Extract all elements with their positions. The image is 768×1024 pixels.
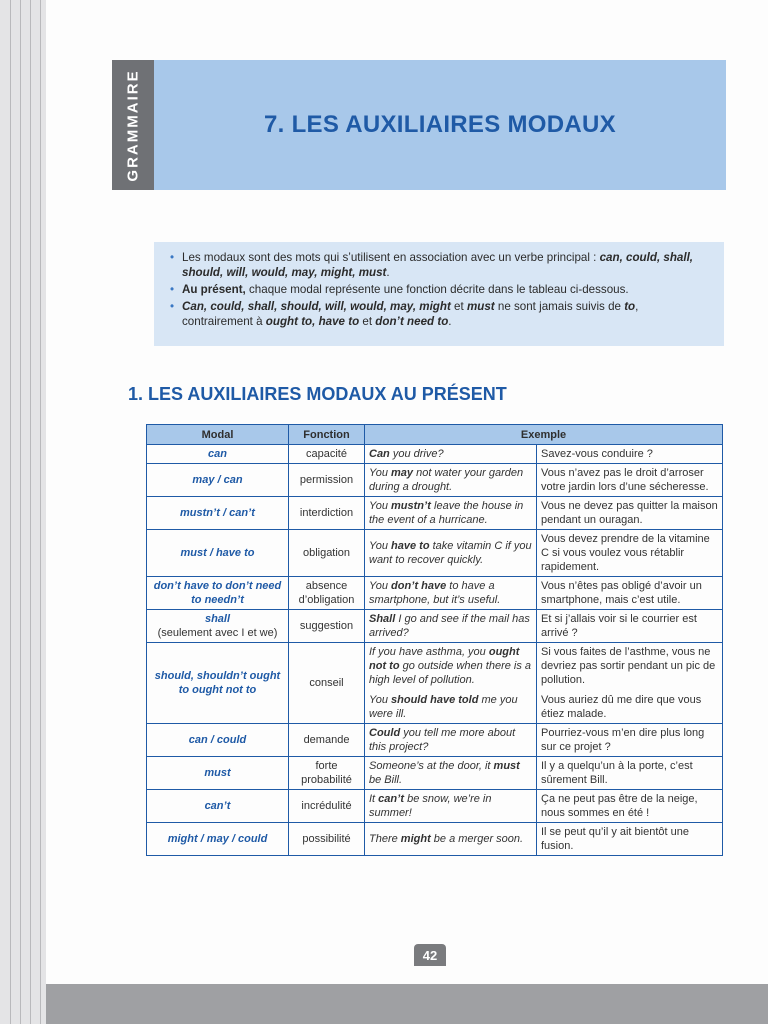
chapter-title-band [154, 60, 726, 190]
table-row [147, 757, 723, 790]
intro-modals: ought to, have to [265, 315, 360, 328]
cell-function: incrédulité [289, 790, 365, 823]
cell-example-fr: Vous ne devez pas quitter la maison pendant un ouragan. [537, 497, 723, 530]
cell-modal: can’t [147, 790, 289, 823]
header-function: Fonction [289, 425, 365, 445]
header-modal: Modal [147, 425, 289, 445]
cell-example-fr: Il se peut qu’il y ait bientôt une fusion. [537, 823, 723, 856]
intro-bullet-2 [170, 282, 712, 297]
table-row [147, 790, 723, 823]
cell-modal-note: (seulement avec I et we) [157, 627, 278, 639]
cell-modal: mustn’t / can’t [147, 497, 289, 530]
table-row [147, 823, 723, 856]
section-title: 1. LES AUXILIAIRES MODAUX AU PRÉSENT [128, 384, 507, 404]
page-number: 42 [414, 944, 446, 966]
cell-function: conseil [289, 643, 365, 724]
intro-text: ne sont jamais suivis de [494, 300, 625, 313]
cell-modal: can [147, 445, 289, 464]
cell-example-fr: Ça ne peut pas être de la neige, nous sommes en été ! [537, 790, 723, 823]
cell-modal: must / have to [147, 530, 289, 577]
cell-function: possibilité [289, 823, 365, 856]
bullet-icon: • [170, 251, 175, 264]
section-side-tab [112, 60, 154, 190]
table-header-row [147, 425, 723, 445]
cell-modal: don’t have to don’t need to needn’t [147, 577, 289, 610]
cell-example-en: You may not water your garden during a drought. [365, 464, 537, 497]
cell-function: interdiction [289, 497, 365, 530]
table-row [147, 577, 723, 610]
cell-example-en: If you have asthma, you ought not to go outside when there is a high level of pollution. You should have told me you were ill. [365, 643, 537, 724]
table-row [147, 530, 723, 577]
intro-text: et [450, 300, 467, 313]
cell-function: absence d’obligation [289, 577, 365, 610]
intro-text: . [386, 266, 390, 279]
intro-bullet-1 [170, 250, 712, 280]
bullet-icon: • [170, 283, 175, 296]
cell-modal: can / could [147, 724, 289, 757]
cell-modal: may / can [147, 464, 289, 497]
cell-example-fr: Pourriez-vous m’en dire plus long sur ce projet ? [537, 724, 723, 757]
cell-function: suggestion [289, 610, 365, 643]
side-tab-label: GRAMMAIRE [124, 68, 142, 182]
intro-text: Les modaux sont des mots qui s’utilisent en association avec un verbe principal : [182, 251, 600, 264]
cell-example-en: You mustn’t leave the house in the event of a hurricane. [365, 497, 537, 530]
intro-modals: don’t need to [375, 315, 449, 328]
page-edge-line [10, 0, 11, 1024]
cell-example-en: You have to take vitamin C if you want to recover quickly. [365, 530, 537, 577]
intro-text: . [448, 315, 452, 328]
cell-example-en: Can you drive? [365, 445, 537, 464]
cell-example-en: You don’t have to have a smartphone, but it’s useful. [365, 577, 537, 610]
cell-example-fr: Il y a quelqu’un à la porte, c’est sûrement Bill. [537, 757, 723, 790]
intro-modals: to [624, 300, 636, 313]
table-row [147, 497, 723, 530]
cell-example-fr: Et si j’allais voir si le courrier est arrivé ? [537, 610, 723, 643]
page-edge-line [20, 0, 21, 1024]
intro-modals: can, could, shall, should, will, would, may, might, must [182, 251, 694, 279]
cell-function: forte probabilité [289, 757, 365, 790]
intro-bullet-3 [170, 299, 712, 329]
header-example: Exemple [365, 425, 723, 445]
intro-text: chaque modal représente une fonction décrite dans le tableau ci-dessous. [245, 283, 629, 296]
table-row [147, 445, 723, 464]
table-row [147, 643, 723, 724]
cell-function: obligation [289, 530, 365, 577]
intro-modals: must [466, 300, 495, 313]
cell-example-en: It can’t be snow, we’re in summer! [365, 790, 537, 823]
cell-example-fr: Vous n’êtes pas obligé d’avoir un smartphone, mais c’est utile. [537, 577, 723, 610]
intro-text: et [359, 315, 376, 328]
cell-example-fr: Vous n’avez pas le droit d’arroser votre jardin lors d’une sécheresse. [537, 464, 723, 497]
cell-example-fr: Si vous faites de l’asthme, vous ne devriez pas sortir pendant un pic de pollution. Vous auriez dû me dire que vous étiez malade. [537, 643, 723, 724]
table-row [147, 610, 723, 643]
cell-example-fr: Savez-vous conduire ? [537, 445, 723, 464]
cell-modal: should, shouldn’t ought to ought not to [147, 643, 289, 724]
scan-background [46, 984, 768, 1024]
intro-modals: Can, could, shall, should, will, would, may, might [182, 300, 451, 313]
table-row [147, 464, 723, 497]
cell-function: permission [289, 464, 365, 497]
cell-function: capacité [289, 445, 365, 464]
intro-text: , contrairement à [182, 300, 639, 328]
cell-example-en: Someone’s at the door, it must be Bill. [365, 757, 537, 790]
cell-example-en: Could you tell me more about this project? [365, 724, 537, 757]
cell-example-en: There might be a merger soon. [365, 823, 537, 856]
bullet-icon: • [170, 300, 175, 313]
cell-modal: might / may / could [147, 823, 289, 856]
cell-modal: shall (seulement avec I et we) [147, 610, 289, 643]
page-edge-line [30, 0, 31, 1024]
intro-box [154, 242, 724, 346]
intro-bold: Au présent, [182, 283, 246, 296]
table-row [147, 724, 723, 757]
cell-example-fr: Vous devez prendre de la vitamine C si vous voulez vous rétablir rapidement. [537, 530, 723, 577]
chapter-title: 7. LES AUXILIAIRES MODAUX [264, 111, 616, 138]
modals-table [146, 424, 723, 856]
page-edge-line [40, 0, 41, 1024]
cell-example-en: Shall I go and see if the mail has arrived? [365, 610, 537, 643]
cell-modal: must [147, 757, 289, 790]
cell-function: demande [289, 724, 365, 757]
